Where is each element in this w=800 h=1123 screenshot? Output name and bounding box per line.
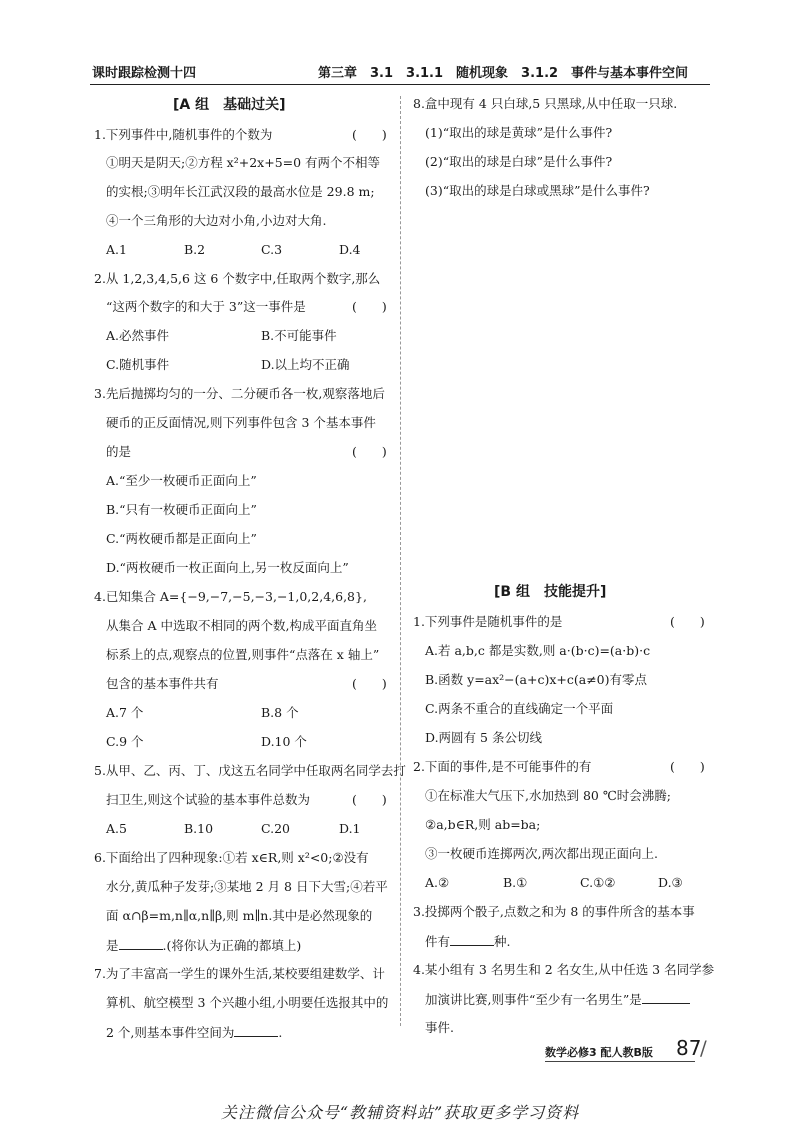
a-q2-line-2: “这两个数字的和大于 3”这一事件是 xyxy=(106,299,306,314)
q8-line-3: (2)“取出的球是白球”是什么事件? xyxy=(425,154,613,169)
a-q3-line-1: 3.先后抛掷均匀的一分、二分硬币各一枚,观察落地后 xyxy=(94,386,385,401)
a-q4-line-3: 标系上的点,观察点的位置,则事件“点落在 x 轴上” xyxy=(106,647,380,662)
b-q2-option-c: C.①② xyxy=(580,875,616,890)
b-q3-line-1: 3.投掷两个骰子,点数之和为 8 的事件所含的基本事 xyxy=(413,904,695,919)
a-q1-paren: ( ) xyxy=(352,127,387,142)
a-q6-line-1: 6.下面给出了四种现象:①若 x∈R,则 x²<0;②没有 xyxy=(94,850,369,865)
b-q1-option-a: A.若 a,b,c 都是实数,则 a·(b·c)=(a·b)·c xyxy=(425,643,651,658)
b-q1-paren: ( ) xyxy=(670,614,705,629)
b-q2-option-d: D.③ xyxy=(658,875,683,890)
b-q4-line-3: 事件. xyxy=(425,1020,454,1035)
a-q5-line-2: 扫卫生,则这个试验的基本事件总数为 xyxy=(106,792,310,807)
a-q2-paren: ( ) xyxy=(352,299,387,314)
a-q5-line-1: 5.从甲、乙、丙、丁、戊这五名同学中任取两名同学去打 xyxy=(94,763,406,778)
a-q6-prefix: 是 xyxy=(106,938,119,953)
a-q4-option-c: C.9 个 xyxy=(106,734,144,749)
column-divider xyxy=(400,96,401,1026)
a-q7-suffix: . xyxy=(278,1025,283,1040)
b-q1-option-b: B.函数 y=ax²−(a+c)x+c(a≠0)有零点 xyxy=(425,672,647,687)
b-q3-prefix: 件有 xyxy=(425,934,451,949)
a-q1-option-c: C.3 xyxy=(261,242,283,257)
b-q4-line-1: 4.某小组有 3 名男生和 2 名女生,从中任选 3 名同学参 xyxy=(413,962,715,977)
header-rule xyxy=(90,84,710,85)
a-q7-blank[interactable] xyxy=(234,1024,278,1037)
group-b-title: [B 组 技能提升] xyxy=(494,584,607,600)
a-q2-option-a: A.必然事件 xyxy=(106,328,170,343)
a-q2-option-d: D.以上均不正确 xyxy=(261,357,350,372)
a-q4-option-a: A.7 个 xyxy=(106,705,144,720)
a-q5-option-a: A.5 xyxy=(106,821,127,836)
a-q1-line-3: 的实根;③明年长江武汉段的最高水位是 29.8 m; xyxy=(106,184,375,199)
a-q7-line-1: 7.为了丰富高一学生的课外生活,某校要组建数学、计 xyxy=(94,966,385,981)
a-q3-option-a: A.“至少一枚硬币正面向上” xyxy=(106,473,257,488)
a-q6-line-4 xyxy=(106,937,301,954)
b-q4-line-2 xyxy=(425,991,690,1008)
a-q3-line-3: 的是 xyxy=(106,444,132,459)
a-q4-option-b: B.8 个 xyxy=(261,705,299,720)
b-q2-option-a: A.② xyxy=(425,875,450,890)
a-q1-option-a: A.1 xyxy=(106,242,127,257)
a-q3-option-c: C.“两枚硬币都是正面向上” xyxy=(106,531,257,546)
q8-line-1: 8.盒中现有 4 只白球,5 只黑球,从中任取一只球. xyxy=(413,96,678,111)
b-q2-line-1: ①在标准大气压下,水加热到 80 ℃时会沸腾; xyxy=(425,788,672,803)
b-q4-blank[interactable] xyxy=(642,991,690,1004)
a-q1-line-4: ④一个三角形的大边对小角,小边对大角. xyxy=(106,213,327,228)
a-q1-option-d: D.4 xyxy=(339,242,361,257)
a-q5-option-d: D.1 xyxy=(339,821,361,836)
bottom-note: 关注微信公众号“教辅资料站”获取更多学习资料 xyxy=(220,1103,580,1122)
b-q3-suffix: 种. xyxy=(494,934,511,949)
a-q4-paren: ( ) xyxy=(352,676,387,691)
b-q1-option-c: C.两条不重合的直线确定一个平面 xyxy=(425,701,614,716)
a-q1-line-1: 1.下列事件中,随机事件的个数为 xyxy=(94,127,273,142)
a-q2-line-1: 2.从 1,2,3,4,5,6 这 6 个数字中,任取两个数字,那么 xyxy=(94,271,381,286)
footer-rule xyxy=(545,1061,695,1062)
a-q3-option-d: D.“两枚硬币一枚正面向上,另一枚反面向上” xyxy=(106,560,349,575)
b-q1-option-d: D.两圆有 5 条公切线 xyxy=(425,730,542,745)
a-q3-option-b: B.“只有一枚硬币正面向上” xyxy=(106,502,257,517)
a-q4-line-4: 包含的基本事件共有 xyxy=(106,676,219,691)
b-q2-line-3: ③一枚硬币连掷两次,两次都出现正面向上. xyxy=(425,846,658,861)
a-q6-blank[interactable] xyxy=(119,937,163,950)
b-q4-line-2-text: 加演讲比赛,则事件“至少有一名男生”是 xyxy=(425,992,642,1007)
b-q1-stem: 1.下列事件是随机事件的是 xyxy=(413,614,563,629)
a-q2-option-b: B.不可能事件 xyxy=(261,328,337,343)
a-q7-line-2: 算机、航空模型 3 个兴趣小组,小明要任选报其中的 xyxy=(106,995,389,1010)
b-q2-line-2: ②a,b∈R,则 ab=ba; xyxy=(425,817,541,832)
footer-book-title: 数学必修3 配人教B版 xyxy=(545,1046,653,1059)
page-number: 87 xyxy=(676,1036,702,1060)
a-q6-line-3: 面 α∩β=m,n∥α,n∥β,则 m∥n.其中是必然现象的 xyxy=(106,908,373,923)
b-q2-paren: ( ) xyxy=(670,759,705,774)
a-q5-option-c: C.20 xyxy=(261,821,290,836)
b-q2-option-b: B.① xyxy=(503,875,528,890)
a-q5-paren: ( ) xyxy=(352,792,387,807)
a-q7-line-3 xyxy=(106,1024,282,1041)
a-q5-option-b: B.10 xyxy=(184,821,214,836)
b-q3-blank[interactable] xyxy=(450,933,494,946)
a-q4-line-1: 4.已知集合 A={−9,−7,−5,−3,−1,0,2,4,6,8}, xyxy=(94,589,367,604)
a-q6-line-2: 水分,黄瓜种子发芽;③某地 2 月 8 日下大雪;④若平 xyxy=(106,879,388,894)
a-q1-option-b: B.2 xyxy=(184,242,206,257)
a-q4-option-d: D.10 个 xyxy=(261,734,307,749)
q8-line-2: (1)“取出的球是黄球”是什么事件? xyxy=(425,125,613,140)
a-q1-line-2: ①明天是阴天;②方程 x²+2x+5=0 有两个不相等 xyxy=(106,155,381,170)
a-q6-suffix: .(将你认为正确的都填上) xyxy=(162,938,302,953)
a-q3-line-2: 硬币的正反面情况,则下列事件包含 3 个基本事件 xyxy=(106,415,376,430)
b-q2-stem: 2.下面的事件,是不可能事件的有 xyxy=(413,759,592,774)
a-q3-paren: ( ) xyxy=(352,444,387,459)
group-a-title: [A 组 基础过关] xyxy=(173,97,286,113)
header-left: 课时跟踪检测十四 xyxy=(92,66,197,81)
a-q4-line-2: 从集合 A 中选取不相同的两个数,构成平面直角坐 xyxy=(106,618,377,633)
q8-line-4: (3)“取出的球是白球或黑球”是什么事件? xyxy=(425,183,650,198)
a-q2-option-c: C.随机事件 xyxy=(106,357,170,372)
b-q3-line-2 xyxy=(425,933,511,950)
header-right: 第三章 3.1 3.1.1 随机现象 3.1.2 事件与基本事件空间 xyxy=(318,66,689,81)
a-q7-prefix: 2 个,则基本事件空间为 xyxy=(106,1025,235,1040)
footer-slash: / xyxy=(700,1036,707,1060)
